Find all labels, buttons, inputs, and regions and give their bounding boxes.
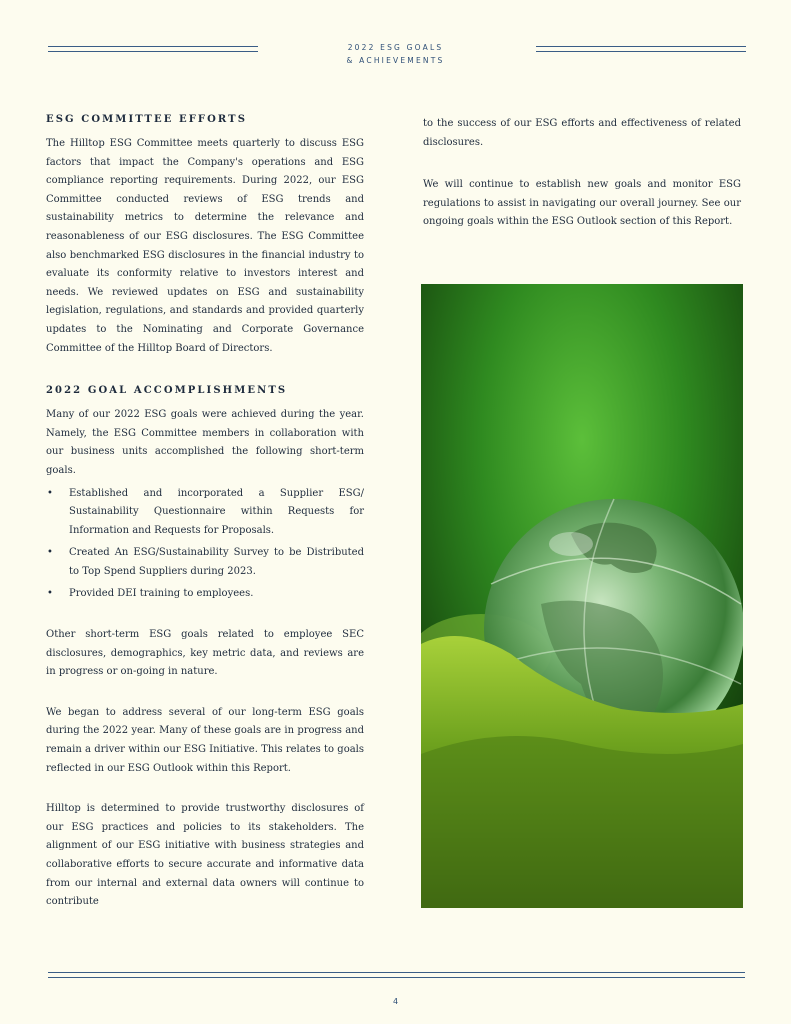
list-item: • Provided DEI training to employees. xyxy=(46,585,364,604)
accomplishments-list xyxy=(46,485,364,605)
globe-illustration xyxy=(421,284,743,908)
committee-efforts-heading: ESG COMMITTEE EFFORTS xyxy=(46,114,248,125)
committee-efforts-paragraph: The Hilltop ESG Committee meets quarterly to discuss ESG factors that impact the Company's operations and ESG compliance reporting requirements. During 2022, our ESG Committee conducted reviews of ESG trends and sustainability metrics to determine the relevance and reasonableness of our ESG disclosures. The ESG Committee also benchmarked ESG disclosures in the financial industry to evaluate its conformity relative to investors interest and needs. We reviewed updates on ESG and sustainability legislation, regulations, and standards and provided quarterly updates to the Nominating and Corporate Governance Committee of the Hilltop Board of Directors. xyxy=(46,138,364,354)
list-item: • Created An ESG/Sustainability Survey to be Distributed to Top Spend Suppliers during 2023. xyxy=(46,544,364,581)
bullet-icon: • xyxy=(47,487,53,499)
goal-accomplishments-heading: 2022 GOAL ACCOMPLISHMENTS xyxy=(46,385,288,397)
bullet-icon: • xyxy=(47,588,53,600)
left-column xyxy=(46,113,364,912)
long-term-goals-paragraph: We began to address several of our long-term ESG goals during the 2022 year. Many of these goals are in progress and remain a driver within our ESG Initiative. This relates to goals reflected in our ESG Outlook within this Report. xyxy=(46,706,364,774)
page-number: 4 xyxy=(392,997,399,1006)
header-title-line2: & ACHIEVEMENTS xyxy=(346,56,445,65)
disclosures-paragraph: Hilltop is determined to provide trustworthy disclosures of our ESG practices and policies to its stakeholders. The alignment of our ESG initiative with business strategies and collaborative efforts to secure accurate and informative data from our internal and external data owners will continue to contribute xyxy=(46,803,364,908)
right-column xyxy=(423,115,741,232)
goal-accomplishments-intro: Many of our 2022 ESG goals were achieved during the year. Namely, the ESG Committee members in collaboration with our business units accomplished the following short-term goals. xyxy=(46,409,364,476)
right-paragraph-1: to the success of our ESG efforts and effectiveness of related disclosures. xyxy=(423,118,741,148)
header-title-line1: 2022 ESG GOALS xyxy=(347,43,444,52)
short-term-goals-paragraph: Other short-term ESG goals related to employee SEC disclosures, demographics, key metric data, and reviews are in progress or on-going in nature. xyxy=(46,629,364,678)
footer-rule xyxy=(48,972,745,978)
header-rule-right xyxy=(536,46,746,52)
right-paragraph-2: We will continue to establish new goals and monitor ESG regulations to assist in navigating our overall journey. See our ongoing goals within the ESG Outlook section of this Report. xyxy=(423,179,741,228)
list-item: • Established and incorporated a Supplier ESG/ Sustainability Questionnaire within Requests for Information and Requests for Proposals. xyxy=(46,485,364,541)
globe-on-moss-photo xyxy=(421,284,743,908)
bullet-icon: • xyxy=(47,547,53,559)
header-rule-left xyxy=(48,46,258,52)
header-title xyxy=(300,41,491,67)
